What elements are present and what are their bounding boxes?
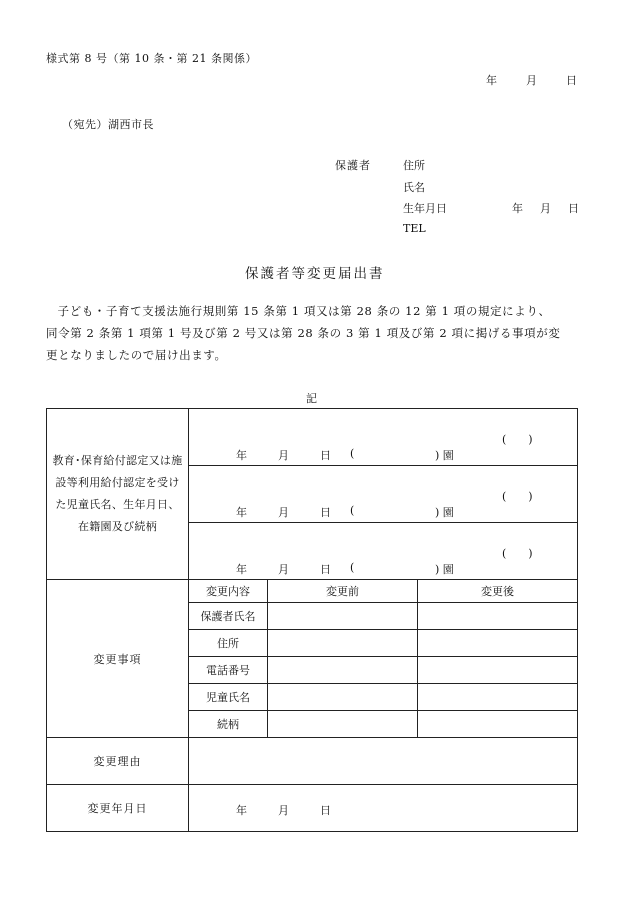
- item-child-name: 児童氏名: [189, 684, 268, 711]
- child-year: 年: [236, 506, 247, 519]
- child-year: 年: [236, 563, 247, 576]
- after-child-name[interactable]: [418, 684, 578, 711]
- child-day: 日: [320, 563, 331, 576]
- applicant-role: 保護者: [335, 159, 371, 172]
- form-table: [46, 408, 578, 832]
- header-day: 日: [566, 74, 577, 87]
- before-phone[interactable]: [268, 657, 418, 684]
- child-day: 日: [320, 449, 331, 462]
- birth-day: 日: [568, 202, 579, 215]
- tel-label: TEL: [403, 222, 426, 235]
- change-date-label: 変更年月日: [47, 785, 189, 832]
- after-guardian-name[interactable]: [418, 603, 578, 630]
- before-guardian-name[interactable]: [268, 603, 418, 630]
- change-date-field[interactable]: [189, 785, 578, 832]
- child-row-2[interactable]: [189, 466, 578, 523]
- birthdate-label: 生年月日: [403, 202, 447, 215]
- after-phone[interactable]: [418, 657, 578, 684]
- school-open-paren: (: [350, 447, 355, 460]
- birth-year: 年: [512, 202, 523, 215]
- relation-paren: ( ): [502, 490, 533, 503]
- reason-label: 変更理由: [47, 738, 189, 785]
- after-relationship[interactable]: [418, 711, 578, 738]
- school-open-paren: (: [350, 561, 355, 574]
- school-close: ) 園: [435, 449, 454, 462]
- children-label: 教育･保育給付認定又は施設等利用給付認定を受けた児童氏名、生年月日、在籍園及び続柄: [47, 409, 189, 580]
- ki-label: 記: [306, 392, 317, 405]
- child-row-3[interactable]: [189, 523, 578, 580]
- change-year: 年: [236, 804, 247, 817]
- addressee: （宛先）湖西市長: [62, 118, 154, 131]
- child-day: 日: [320, 506, 331, 519]
- form-number: 様式第 8 号（第 10 条・第 21 条関係）: [46, 52, 257, 65]
- child-row-1[interactable]: [189, 409, 578, 466]
- child-month: 月: [278, 449, 289, 462]
- body-line-3: 更となりましたので届け出ます。: [46, 348, 227, 362]
- body-paragraph: [46, 300, 586, 366]
- header-after: 変更後: [418, 580, 578, 603]
- birth-month: 月: [540, 202, 551, 215]
- address-label: 住所: [403, 159, 425, 172]
- header-before: 変更前: [268, 580, 418, 603]
- before-relationship[interactable]: [268, 711, 418, 738]
- child-month: 月: [278, 563, 289, 576]
- header-year: 年: [486, 74, 497, 87]
- change-month: 月: [278, 804, 289, 817]
- child-year: 年: [236, 449, 247, 462]
- header-content: 変更内容: [189, 580, 268, 603]
- body-line-1: 子ども・子育て支援法施行規則第 15 条第 1 項又は第 28 条の 12 第 1 項の規定により、: [57, 304, 551, 318]
- child-month: 月: [278, 506, 289, 519]
- relation-paren: ( ): [502, 433, 533, 446]
- reason-field[interactable]: [189, 738, 578, 785]
- relation-paren: ( ): [502, 547, 533, 560]
- document-title: 保護者等変更届出書: [245, 266, 385, 282]
- body-line-2: 同令第 2 条第 1 項第 1 号及び第 2 号又は第 28 条の 3 第 1 項及び第 2 項に掲げる事項が変: [46, 326, 561, 340]
- before-address[interactable]: [268, 630, 418, 657]
- item-phone: 電話番号: [189, 657, 268, 684]
- change-day: 日: [320, 804, 331, 817]
- name-label: 氏名: [403, 181, 425, 194]
- item-relationship: 続柄: [189, 711, 268, 738]
- school-close: ) 園: [435, 506, 454, 519]
- item-guardian-name: 保護者氏名: [189, 603, 268, 630]
- after-address[interactable]: [418, 630, 578, 657]
- item-address: 住所: [189, 630, 268, 657]
- change-items-label: 変更事項: [47, 580, 189, 738]
- before-child-name[interactable]: [268, 684, 418, 711]
- school-close: ) 園: [435, 563, 454, 576]
- school-open-paren: (: [350, 504, 355, 517]
- header-month: 月: [526, 74, 537, 87]
